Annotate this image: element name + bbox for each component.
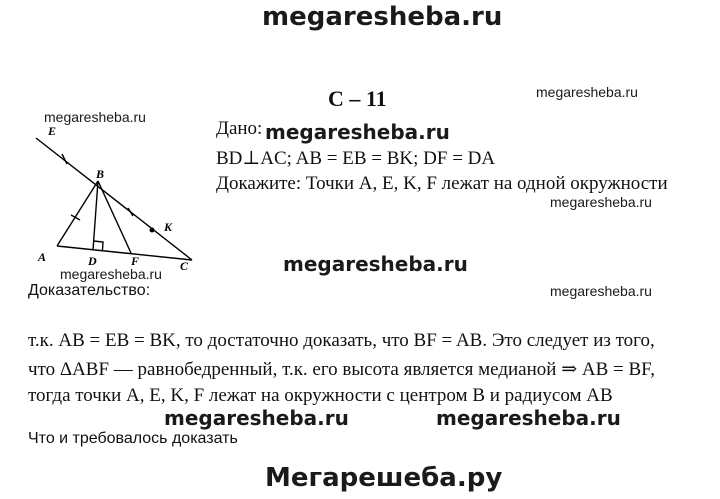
segment-bd	[93, 181, 98, 250]
problem-number: С – 11	[328, 86, 387, 111]
watermark-top: megaresheba.ru	[262, 2, 503, 32]
prove-statement: Докажите: Точки A, E, K, F лежат на одной окружности	[216, 173, 668, 194]
given-conditions: BD⊥AC; AB = EB = BK; DF = DA	[216, 148, 496, 169]
proof-line-2: что ΔABF — равнобедренный, т.к. его высота является медианой ⇒ AB = BF,	[28, 359, 655, 380]
watermark-right-mid: megaresheba.ru	[550, 194, 652, 210]
point-k	[150, 228, 155, 233]
label-c: C	[180, 259, 189, 273]
label-f: F	[131, 254, 140, 268]
label-b: B	[96, 167, 105, 181]
watermark-footer: Мегарешеба.ру	[265, 463, 503, 493]
label-a: A	[38, 250, 47, 264]
watermark-center: megaresheba.ru	[283, 252, 468, 276]
proof-line-1: т.к. AB = EB = BK, то достаточно доказать, что BF = AB. Это следует из того,	[28, 330, 655, 351]
proof-line-3: тогда точки A, E, K, F лежат на окружности с центром B и радиусом AB	[28, 385, 613, 406]
label-e: E	[48, 124, 57, 138]
given-label: Дано:	[216, 118, 263, 139]
proof-label: Доказательство:	[28, 282, 151, 299]
watermark-figure-bottom: megaresheba.ru	[60, 266, 162, 282]
segment-ab	[57, 181, 98, 246]
label-d: D	[88, 254, 97, 268]
watermark-dano-inline: megaresheba.ru	[265, 120, 450, 144]
watermark-bottom-right: megaresheba.ru	[436, 406, 621, 430]
segment-ac	[57, 246, 192, 260]
watermark-bottom-left: megaresheba.ru	[164, 406, 349, 430]
watermark-figure-top: megaresheba.ru	[44, 109, 146, 125]
label-k: K	[164, 220, 173, 234]
watermark-header-right: megaresheba.ru	[536, 84, 638, 100]
proof-conclusion: Что и требовалось доказать	[28, 430, 238, 447]
tick-bk	[128, 208, 133, 216]
watermark-right-lower: megaresheba.ru	[550, 283, 652, 299]
